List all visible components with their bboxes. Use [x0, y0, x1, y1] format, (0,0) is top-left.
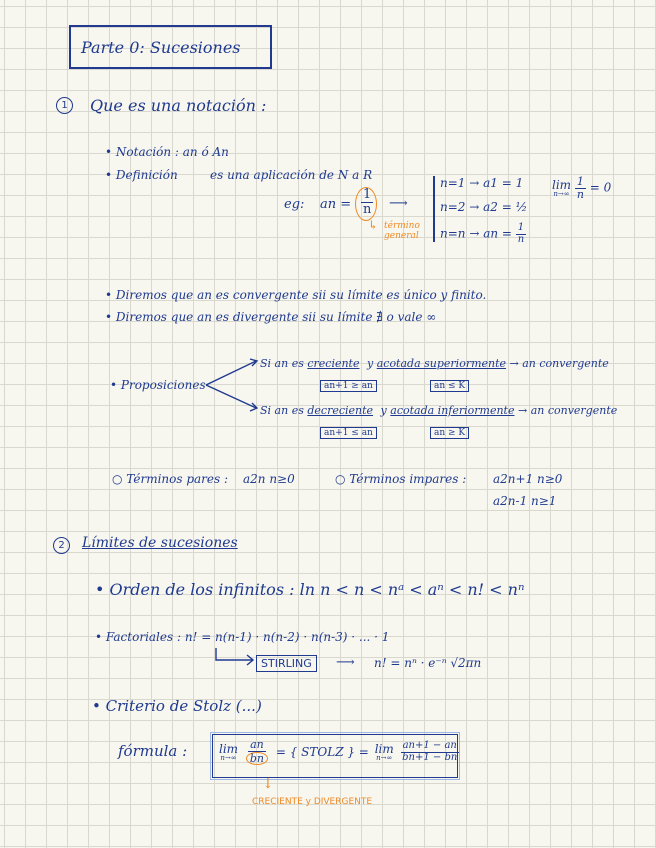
arrow-down-orange-icon: ↓ [262, 776, 274, 792]
section-1-number: 1 [56, 97, 73, 114]
eg-den: n [362, 201, 372, 217]
prop2-si: Si an es [260, 404, 304, 417]
eg-num: 1 [363, 187, 372, 202]
proposiciones-branch-arrows [204, 355, 260, 413]
orden-infinitos-line: • Orden de los infinitos : ln n < n < nᵃ < aⁿ < n! < nⁿ [95, 580, 525, 599]
map3-lhs: n=n → an = [440, 226, 512, 241]
definicion-text: es una aplicación de N a R [210, 168, 373, 182]
map-line-1: n=1 → a1 = 1 [440, 176, 524, 190]
prop2-result: → an convergente [517, 404, 618, 417]
lim-eq: = 0 [589, 180, 612, 195]
map-line-2: n=2 → a2 = ½ [440, 200, 528, 214]
formula-num: an [250, 738, 264, 751]
formula-den: bn [246, 752, 268, 766]
map3-den: n [517, 233, 525, 245]
pares-value: a2n n≥0 [243, 472, 295, 486]
formula-lim-sub: n→∞ [220, 753, 237, 762]
formula-label: fórmula : [118, 742, 188, 760]
impares-label: ○ Términos impares : [335, 472, 467, 486]
stirling-arrow-right-icon: ⟶ [336, 655, 355, 670]
lim-sub: n→∞ [553, 189, 570, 198]
stolz-line: • Criterio de Stolz (...) [92, 697, 262, 715]
stirling-formula: n! = nⁿ · e⁻ⁿ √2πn [374, 656, 482, 670]
section-2-number: 2 [53, 537, 70, 554]
stirling-box: STIRLING [256, 655, 317, 672]
formula-lim-2: lim [374, 741, 394, 756]
prop2-box-decreciente: an+1 ≤ an [320, 427, 377, 439]
convergente-line: • Diremos que an es convergente sii su límite es único y finito. [105, 288, 487, 302]
proposiciones-label: • Proposiciones [110, 378, 206, 392]
notacion-line: • Notación : an ó An [105, 145, 229, 159]
section-2-heading: Límites de sucesiones [82, 535, 238, 551]
impares-value-1: a2n+1 n≥0 [493, 472, 563, 486]
page-title: Parte 0: Sucesiones [69, 25, 272, 69]
lim-word: lim [552, 177, 572, 192]
section-1-heading: Que es una notación : [90, 96, 267, 115]
eg-lhs: an = [320, 197, 352, 212]
formula-lim-sub-2: n→∞ [376, 753, 393, 762]
divergente-line: • Diremos que an es divergente sii su límite ∄ o vale ∞ [105, 310, 437, 324]
prop1-result: → an convergente [509, 357, 609, 370]
prop2-y: y [380, 404, 387, 417]
eg-fraction [361, 188, 373, 216]
prop1-box-acotada: an ≤ K [430, 380, 469, 392]
prop1-si: Si an es [260, 357, 304, 370]
prop2-decreciente: decreciente [307, 404, 374, 417]
prop2-box-acotada: an ≥ K [430, 427, 469, 439]
prop1-creciente: creciente [307, 357, 360, 370]
arrow-down-icon: ↳ [368, 218, 379, 232]
mapping-bracket [433, 176, 435, 242]
factoriales-line: • Factoriales : n! = n(n-1) · n(n-2) · n(n-3) · ... · 1 [95, 630, 390, 644]
limit-expression [552, 176, 611, 200]
lim-num: 1 [576, 175, 584, 188]
formula-lim: lim [219, 741, 239, 756]
definicion-label: • Definición [105, 168, 178, 182]
stirling-arrow-icon [212, 648, 258, 668]
formula-stolz: = { STOLZ } = [275, 744, 369, 759]
formula-rhs-den: bn+1 − bn [402, 751, 458, 763]
creciente-divergente-note: CRECIENTE y DIVERGENTE [252, 797, 373, 807]
termino-general-label: término general [384, 221, 420, 241]
pares-label: ○ Términos pares : [112, 472, 229, 486]
mapping-arrow-icon: ⟶ [389, 196, 408, 211]
eg-label: eg: [284, 197, 305, 212]
prop1-acotada: acotada superiormente [376, 357, 507, 370]
impares-value-2: a2n-1 n≥1 [493, 494, 557, 508]
prop-2 [260, 404, 617, 417]
stolz-formula [219, 739, 459, 765]
prop1-box-creciente: an+1 ≥ an [320, 380, 377, 392]
prop1-y: y [367, 357, 374, 370]
lim-den: n [576, 187, 584, 201]
prop-1 [260, 357, 609, 370]
map3-num: 1 [517, 222, 525, 233]
prop2-acotada: acotada inferiormente [390, 404, 515, 417]
map-line-3 [440, 223, 526, 245]
formula-rhs-num: an+1 − an [402, 740, 457, 752]
